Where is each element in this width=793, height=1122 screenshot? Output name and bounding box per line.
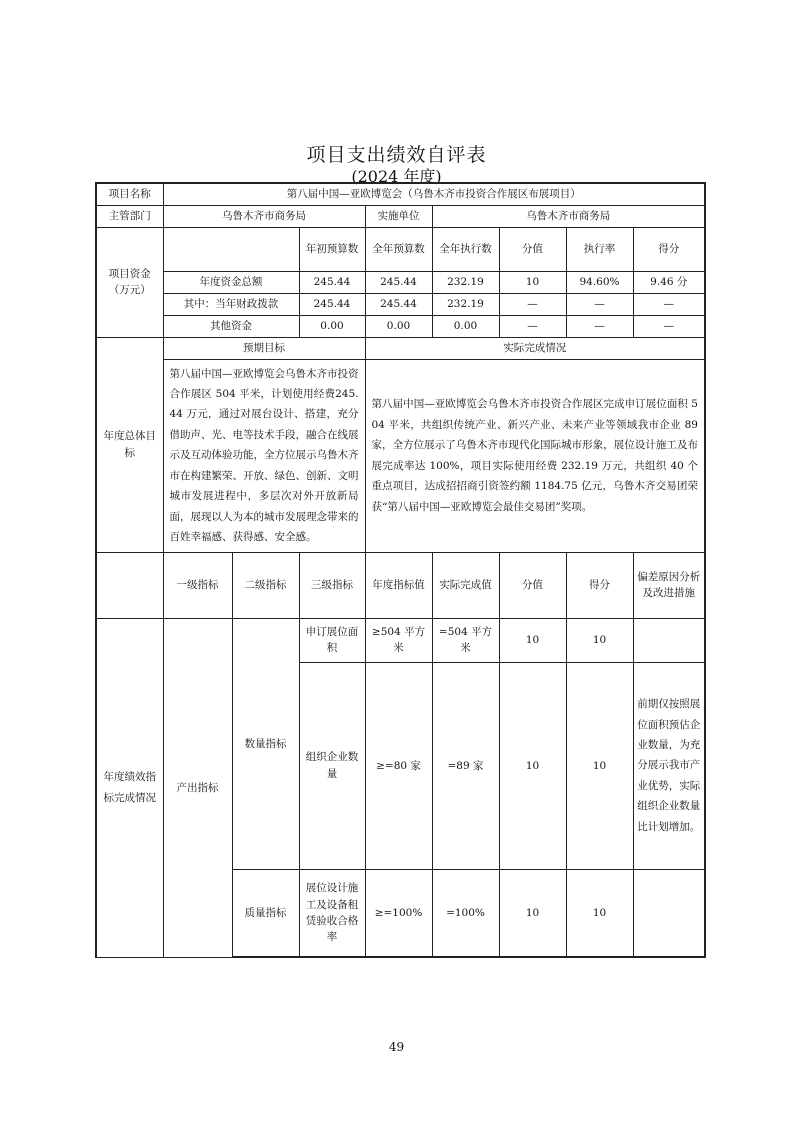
indicator-target: ≥=100%: [365, 869, 432, 957]
page-title: 项目支出绩效自评表: [306, 144, 487, 166]
indicator-target: ≥504 平方米: [365, 618, 432, 662]
indicator-score: 10: [499, 869, 566, 957]
funds-header: 年初预算数: [299, 227, 365, 271]
funds-header: 分值: [499, 227, 566, 271]
actual-goal-header: 实际完成情况: [365, 337, 705, 359]
indicator-header: 得分: [566, 552, 633, 618]
indicator-header: 年度指标值: [365, 552, 432, 618]
funds-cell: 94.60%: [566, 271, 633, 293]
indicator-got: 10: [566, 618, 633, 662]
indicator-note: [633, 869, 705, 957]
goal-label: 年度总体目标: [96, 337, 163, 552]
indicator-actual: =504 平方米: [432, 618, 499, 662]
funds-cell: 232.19: [432, 271, 499, 293]
expected-goal-text: 第八届中国—亚欧博览会乌鲁木齐市投资合作展区 504 平米，计划使用经费245.44 万元，通过对展台设计、搭建，充分借助声、光、电等技术手段，融合在线展示及互动体验功能，全方位展示乌鲁木齐市在构建繁荣、开放、绿色、创新、文明城市发展进程中，多层次对外开放新局面，展现以人为本的城市发展理念带来的百姓幸福感、获得感、安全感。: [163, 359, 365, 552]
indicator-header: 三级指标: [299, 552, 365, 618]
funds-cell: 10: [499, 271, 566, 293]
funds-cell: 0.00: [299, 315, 365, 337]
actual-goal-text: 第八届中国—亚欧博览会乌鲁木齐市投资合作展区完成申订展位面积 504 平米，共组织传统产业、新兴产业、未来产业等领域我市企业 89 家，全方位展示了乌鲁木齐市现代化国际城市形象，展位设计施工及布展完成率达 100%，项目实际使用经费 232.19 万元，共组织 40 个重点项目，达成招招商引资签约额 1184.75 亿元，乌鲁木齐交易团荣获“第八届中国—亚欧博览会最佳交易团”奖项。: [365, 359, 705, 552]
indicator-note: [633, 618, 705, 662]
indicator-header: 分值: [499, 552, 566, 618]
indicator-note: 前期仅按照展位面积预估企业数量，为充分展示我市产业优势，实际组织企业数量比计划增加。: [633, 662, 705, 869]
page-number: 49: [388, 1040, 405, 1054]
funds-label: 项目资金（万元）: [96, 227, 163, 337]
funds-cell: 232.19: [432, 293, 499, 315]
funds-row-name: 其中：当年财政拨款: [163, 293, 299, 315]
level3-indicator: 组织企业数量: [299, 662, 365, 869]
impl-label: 实施单位: [365, 205, 432, 227]
funds-header: 全年预算数: [365, 227, 432, 271]
dept-label: 主管部门: [96, 205, 163, 227]
level3-indicator: 展位设计施工及设备租赁验收合格率: [299, 869, 365, 957]
indicator-actual: =100%: [432, 869, 499, 957]
funds-cell: —: [633, 315, 705, 337]
funds-row-name: 其他资金: [163, 315, 299, 337]
funds-cell: 9.46 分: [633, 271, 705, 293]
funds-cell: 245.44: [365, 293, 432, 315]
indicator-score: 10: [499, 662, 566, 869]
funds-cell: —: [566, 315, 633, 337]
funds-cell: —: [633, 293, 705, 315]
funds-header: 全年执行数: [432, 227, 499, 271]
funds-cell: 0.00: [432, 315, 499, 337]
funds-header-blank: [163, 227, 299, 271]
funds-header: 得分: [633, 227, 705, 271]
dept-value: 乌鲁木齐市商务局: [163, 205, 365, 227]
project-name: 第八届中国—亚欧博览会（乌鲁木齐市投资合作展区布展项目）: [163, 183, 705, 205]
indicator-header: 偏差原因分析及改进措施: [633, 552, 705, 618]
indicator-target: ≥=80 家: [365, 662, 432, 869]
funds-cell: 0.00: [365, 315, 432, 337]
level3-indicator: 申订展位面积: [299, 618, 365, 662]
indicator-header: 二级指标: [232, 552, 299, 618]
performance-table: [95, 182, 706, 958]
page-subtitle: (2024 年度): [351, 167, 442, 186]
funds-cell: 245.44: [299, 293, 365, 315]
funds-cell: —: [499, 293, 566, 315]
funds-cell: —: [499, 315, 566, 337]
project-name-label: 项目名称: [96, 183, 163, 205]
expected-goal-header: 预期目标: [163, 337, 365, 359]
indicator-got: 10: [566, 662, 633, 869]
funds-cell: 245.44: [299, 271, 365, 293]
indicator-score: 10: [499, 618, 566, 662]
impl-value: 乌鲁木齐市商务局: [432, 205, 705, 227]
level2-indicator: 质量指标: [232, 869, 299, 957]
funds-cell: —: [566, 293, 633, 315]
indicator-section-label: 年度绩效指标完成情况: [96, 618, 163, 957]
level1-indicator: 产出指标: [163, 618, 232, 957]
funds-header: 执行率: [566, 227, 633, 271]
funds-row-name: 年度资金总额: [163, 271, 299, 293]
indicator-actual: =89 家: [432, 662, 499, 869]
level2-indicator: 数量指标: [232, 618, 299, 869]
indicator-header-blank: [96, 552, 163, 618]
indicator-header: 实际完成值: [432, 552, 499, 618]
funds-cell: 245.44: [365, 271, 432, 293]
indicator-header: 一级指标: [163, 552, 232, 618]
indicator-got: 10: [566, 869, 633, 957]
